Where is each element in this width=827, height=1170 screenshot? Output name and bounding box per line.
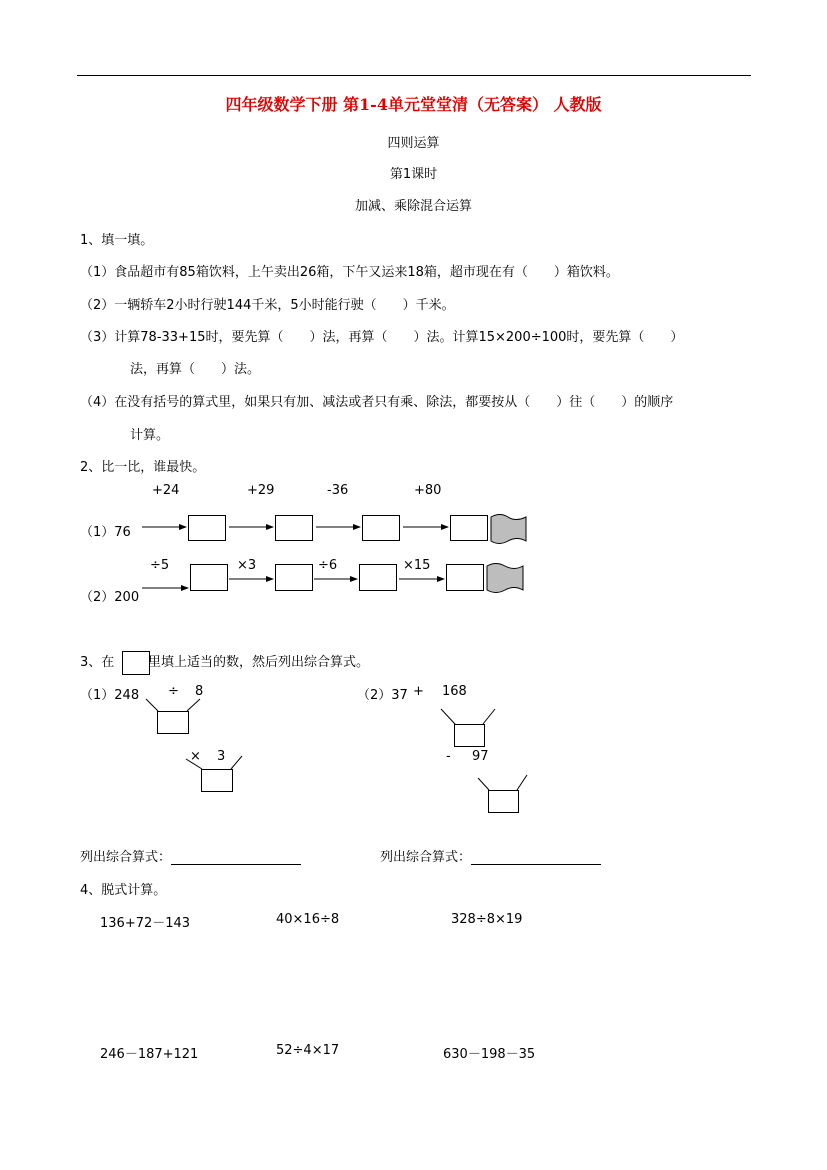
q2-row1-label: （1）76 [80, 525, 131, 540]
q4-problem-3: 328÷8×19 [451, 912, 523, 927]
q3-right-op1: + [413, 684, 424, 699]
q3-left-answer-label: 列出综合算式： [80, 850, 172, 865]
q4-problem-4: 246－187+121 [100, 1047, 199, 1062]
q3-right-num2: 97 [472, 749, 489, 764]
q2-row2-op-1: ÷5 [150, 558, 170, 573]
q3-left-op2: × [190, 749, 201, 764]
section-title: 四则运算 [387, 136, 440, 151]
q2-row2-label: （2）200 [80, 590, 140, 605]
q3-left-answer-blank[interactable] [171, 852, 301, 865]
q4-heading: 4、脱式计算。 [80, 883, 167, 898]
q2-row1-op-3: -36 [327, 483, 349, 498]
q2-row2-op-4: ×15 [403, 558, 431, 573]
q3-right-answer [380, 846, 601, 865]
q3-left-op1: ÷ [168, 684, 179, 699]
q2-row1-op-4: +80 [414, 483, 442, 498]
q4-problem-1: 136+72－143 [100, 916, 191, 931]
q4-problem-2: 40×16÷8 [276, 912, 340, 927]
q2-row2-op-3: ÷6 [318, 558, 338, 573]
q2-row1-op-1: +24 [152, 483, 180, 498]
q4-problem-6: 630－198－35 [443, 1047, 536, 1062]
q1-item-1: （1）食品超市有85箱饮料，上午卖出26箱，下午又运来18箱，超市现在有（ ）箱饮料。 [80, 265, 619, 280]
topic-title: 加减、乘除混合运算 [354, 199, 472, 214]
lesson-title: 第1课时 [389, 167, 438, 182]
q3-right-label: （2）37 [357, 688, 408, 703]
q3-right-answer-label: 列出综合算式： [380, 850, 472, 865]
q3-left-num1: 8 [195, 684, 204, 699]
q3-right-op2: - [446, 749, 451, 764]
q1-item-3: （3）计算78-33+15时，要先算（ ）法，再算（ ）法。计算15×200÷100时，要先算（ ） [80, 330, 684, 345]
page-title: 四年级数学下册 第1-4单元堂堂清（无答案） 人教版 [225, 95, 602, 114]
q3-heading-post: 里填上适当的数，然后列出综合算式。 [148, 655, 370, 670]
q2-heading: 2、比一比，谁最快。 [80, 460, 206, 475]
q1-item-4-cont: 计算。 [130, 428, 170, 443]
q1-item-4: （4）在没有括号的算式里，如果只有加、减法或者只有乘、除法，都要按从（ ）往（ ）的顺序 [80, 395, 674, 410]
q2-row1-op-2: +29 [247, 483, 275, 498]
q3-left-num2: 3 [217, 749, 226, 764]
q1-item-2: （2）一辆轿车2小时行驶144千米，5小时能行驶（ ）千米。 [80, 298, 455, 313]
q3-left-label: （1）248 [80, 688, 140, 703]
q4-problem-5: 52÷4×17 [276, 1043, 340, 1058]
q3-heading-pre: 3、在 [80, 655, 115, 670]
q2-row2-op-2: ×3 [237, 558, 257, 573]
q3-right-answer-blank[interactable] [471, 852, 601, 865]
q1-item-3-cont: 法，再算（ ）法。 [130, 362, 261, 377]
q3-right-num1: 168 [442, 684, 467, 699]
q1-heading: 1、填一填。 [80, 233, 154, 248]
q3-left-answer [80, 846, 301, 865]
